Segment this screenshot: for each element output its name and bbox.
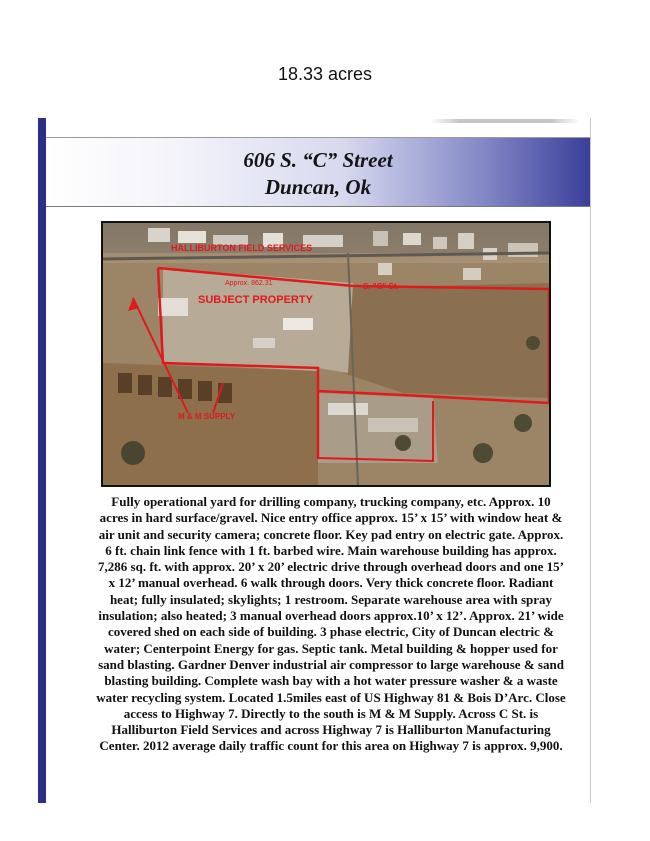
title-band (46, 138, 590, 207)
label-halliburton: HALLIBURTON FIELD SERVICES (171, 243, 313, 253)
property-flyer (38, 118, 591, 803)
label-subject-property: SUBJECT PROPERTY (198, 294, 313, 306)
right-border (590, 118, 591, 803)
address-title: 606 S. “C” Street (243, 148, 393, 172)
left-accent-bar (38, 118, 46, 803)
property-description: Fully operational yard for drilling company, trucking company, etc. Approx. 10 acres in hard surface/gravel. Nice entry office approx. 15’ x 15’ with window heat & air unit and security camera; concrete floor. Key pad entry on electric gate. Approx. 6 ft. chain link fence with 1 ft. barbed wire. Main warehouse building has approx. 7,286 sq. ft. with approx. 20’ x 20’ electric drive through overhead doors and one 15’ x 12’ manual overhead. 6 walk through doors. Very thick concrete floor. Radiant heat; fully insulated; skylights; 1 restroom. Separate warehouse area with spray insulation; also heated; 3 manual overhead doors approx.10’ x 12’. Approx. 21’ wide covered shed on each side of building. 3 phase electric, City of Duncan electric & water; Centerpoint Energy for gas. Septic tank. Metal building & hopper used for sand blasting. Gardner Denver industrial air compressor to large warehouse & sand blasting building. Complete wash bay with a hot water pressure washer & a waste water recycling system. Located 1.5miles east of US Highway 81 & Bois D’Arc. Close access to Highway 7. Directly to the south is M & M Supply. Across C St. is Halliburton Field Services and across Highway 7 is Halliburton Manufacturing Center. 2012 average daily traffic count for this area on Highway 7 is approx. 9,900. (96, 494, 566, 754)
label-c-street: S. "C" St. (363, 282, 399, 291)
page-heading: 18.33 acres (277, 64, 373, 84)
aerial-photo (101, 221, 551, 487)
label-approx: Approx. 862.31 (225, 280, 273, 287)
city-title: Duncan, Ok (264, 175, 372, 199)
faded-header-text (430, 119, 580, 123)
main-warehouse (158, 298, 188, 316)
top-strip (46, 118, 590, 138)
label-mm-supply: M & M SUPPLY (178, 412, 236, 421)
